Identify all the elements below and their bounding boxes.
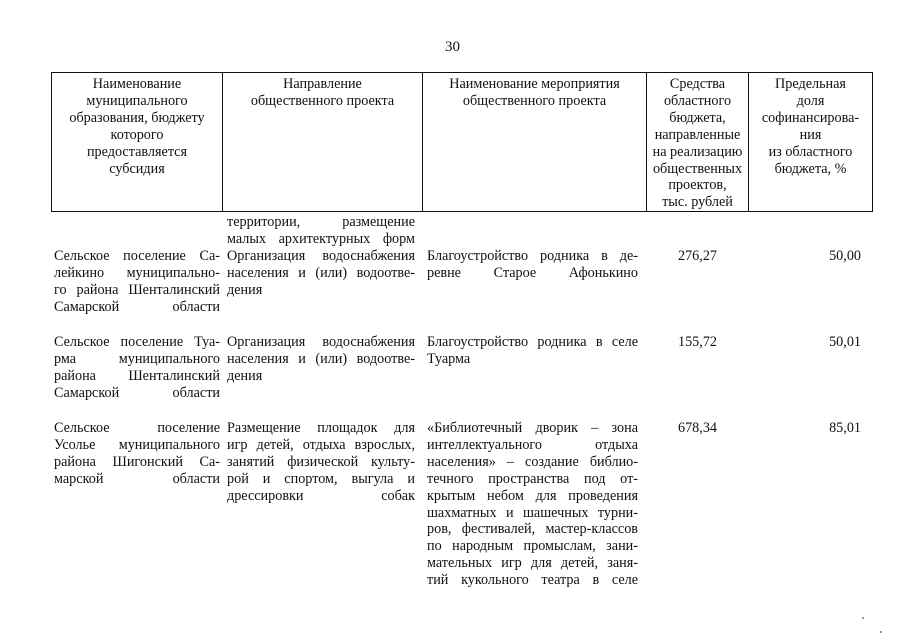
header-municipality-line: образования, бюджету xyxy=(69,109,205,126)
header-share-line: из областного xyxy=(768,143,853,160)
row-3-event-line: населения» – создание библио- xyxy=(427,453,638,470)
header-municipality-line: предоставляется xyxy=(86,143,188,160)
row-1-municipality-line: Самарской области xyxy=(54,298,220,315)
header-municipality-line: которого xyxy=(110,126,164,143)
header-direction xyxy=(223,76,422,110)
continued-direction-text-line: малых архитектурных форм xyxy=(227,230,415,247)
row-2-share: 50,01 xyxy=(829,334,861,350)
row-2-direction-line: населения и (или) водоотве- xyxy=(227,350,415,367)
row-1-event-line: Благоустройство родника в де- xyxy=(427,248,638,264)
row-1-municipality-line: лейкино муниципально- xyxy=(54,264,220,281)
header-share-line: доля xyxy=(796,92,825,109)
row-2-municipality xyxy=(54,334,220,402)
row-3-event-line: течного пространства под от- xyxy=(427,470,638,487)
header-share xyxy=(749,76,872,177)
row-1-municipality xyxy=(54,248,220,316)
row-3-direction-line: игр детей, отдыха взрослых, xyxy=(227,436,415,453)
row-3-direction-line: занятий физической культу- xyxy=(227,453,415,470)
row-2-direction xyxy=(227,334,415,385)
row-3-event xyxy=(427,420,638,589)
header-funds-line: на реализацию xyxy=(652,143,743,160)
row-2-direction-line: Организация водоснабжения xyxy=(227,334,415,350)
scan-speck xyxy=(862,617,864,619)
row-2-event xyxy=(427,334,638,368)
row-1-direction-line: дения xyxy=(227,281,263,298)
row-3-funds: 678,34 xyxy=(677,420,717,436)
row-1-share: 50,00 xyxy=(829,248,861,264)
row-2-municipality-line: Сельское поселение Туа- xyxy=(54,334,220,350)
continued-direction-text-line: территории, размещение xyxy=(227,214,415,230)
header-funds-line: бюджета, xyxy=(669,109,726,126)
column-divider xyxy=(872,72,873,212)
row-1-direction-line: Организация водоснабжения xyxy=(227,248,415,264)
row-1-event xyxy=(427,248,638,282)
header-funds-line: общественных xyxy=(652,160,743,177)
row-3-municipality xyxy=(54,420,220,488)
header-funds-line: Средства xyxy=(669,76,726,92)
header-share-line: бюджета, % xyxy=(774,160,847,177)
row-3-event-line: шахматных и шашечных турни- xyxy=(427,504,638,521)
row-3-direction-line: дрессировки собак xyxy=(227,487,415,504)
header-share-line: софинансирова- xyxy=(761,109,860,126)
header-municipality xyxy=(52,76,222,177)
header-municipality-line: Наименование xyxy=(92,76,182,92)
row-3-event-line: мательных игр для детей, заня- xyxy=(427,555,638,572)
page-number: 30 xyxy=(445,39,460,55)
row-2-municipality-line: Самарской области xyxy=(54,384,220,401)
header-share-line: ния xyxy=(799,126,822,143)
row-3-direction xyxy=(227,420,415,505)
row-2-direction-line: дения xyxy=(227,367,263,384)
row-3-municipality-line: района Шигонский Са- xyxy=(54,453,220,470)
header-bottom-border xyxy=(51,211,873,212)
row-1-municipality-line: го района Шенталинский xyxy=(54,281,220,298)
row-3-event-line: по народным промыслам, зани- xyxy=(427,538,638,555)
row-2-event-line: Туарма xyxy=(427,350,471,367)
subsidy-table xyxy=(51,72,873,640)
header-funds-line: проектов, xyxy=(668,177,727,194)
header-municipality-line: субсидия xyxy=(109,160,165,177)
row-3-event-line: крытым небом для проведения xyxy=(427,487,638,504)
row-3-event-line: интеллектуального отдыха xyxy=(427,436,638,453)
header-share-line: Предельная xyxy=(775,76,846,92)
row-1-municipality-line: Сельское поселение Са- xyxy=(54,248,220,264)
row-1-funds: 276,27 xyxy=(677,248,717,264)
header-funds-line: областного xyxy=(663,92,732,109)
row-2-municipality-line: района Шенталинский xyxy=(54,367,220,384)
row-3-event-line: тий кукольного театра в селе xyxy=(427,572,638,589)
header-event xyxy=(423,76,646,110)
row-2-event-line: Благоустройство родника в селе xyxy=(427,334,638,350)
row-1-event-line: ревне Старое Афонькино xyxy=(427,264,638,281)
row-2-funds: 155,72 xyxy=(677,334,717,350)
row-3-municipality-line: марской области xyxy=(54,470,220,487)
header-direction-line: Направление xyxy=(283,76,362,92)
header-event-line: Наименование мероприятия xyxy=(449,76,620,92)
row-3-event-line: «Библиотечный дворик – зона xyxy=(427,420,638,436)
table-top-border xyxy=(51,72,873,73)
row-3-direction-line: Размещение площадок для xyxy=(227,420,415,436)
row-1-direction xyxy=(227,248,415,299)
header-funds xyxy=(647,76,748,211)
continued-direction-text xyxy=(227,214,415,248)
header-municipality-line: муниципального xyxy=(86,92,188,109)
row-3-event-line: ров, фестивалей, мастер-классов xyxy=(427,521,638,538)
row-2-municipality-line: рма муниципального xyxy=(54,350,220,367)
row-3-municipality-line: Усолье муниципального xyxy=(54,436,220,453)
header-event-line: общественного проекта xyxy=(462,92,607,109)
header-direction-line: общественного проекта xyxy=(250,92,395,109)
scan-speck xyxy=(880,631,882,633)
row-3-municipality-line: Сельское поселение xyxy=(54,420,220,436)
row-3-direction-line: рой и спортом, выгула и xyxy=(227,470,415,487)
header-funds-line: тыс. рублей xyxy=(662,194,733,211)
row-3-share: 85,01 xyxy=(829,420,861,436)
row-1-direction-line: населения и (или) водоотве- xyxy=(227,264,415,281)
header-funds-line: направленные xyxy=(654,126,741,143)
